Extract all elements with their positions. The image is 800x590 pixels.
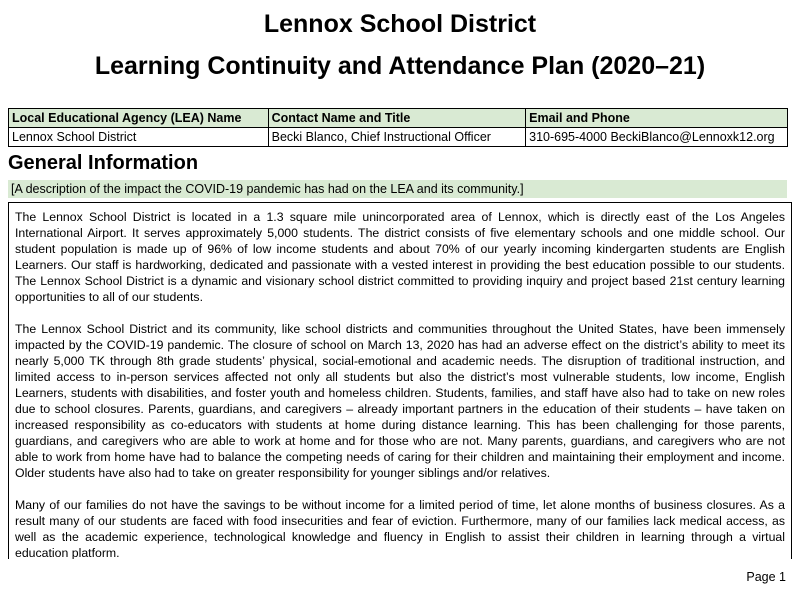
paragraph-2: The Lennox School District and its community, like school districts and communities throughout the United States, have been immensely impacted by the COVID-19 pandemic. The closure of school on March 13, 2020 has had an adverse effect on the district’s ability to meet its nearly 5,000 TK through 8th grade students’ physical, social-emotional and academic needs. The disruption of traditional instruction, and limited access to in-person services affected not only all students but also the district’s most vulnerable students, low income, English Learners, students with disabilities, and foster youth and homeless children. Students, families, and staff have also had to take on new roles due to school closures. Parents, guardians, and caregivers – already important partners in the education of their students – have taken on increased responsibility as co-educators with students at home during distance learning. This has been challenging for those parents, guardians, and caregivers who are able to work at home and for those who are not. Many parents, guardians, and caregivers who are not able to work from home have had to balance the competing needs of caring for their children and maintaining their employment and income. Older students have also had to take on greater responsibility for younger siblings and/or relatives. (15, 322, 785, 480)
document-subtitle: Learning Continuity and Attendance Plan (2020–21) (94, 52, 706, 80)
paragraph-3: Many of our families do not have the savings to be without income for a limited period of time, let alone months of business closures. As a result many of our students are faced with food insecurities and fear of eviction. Furthermore, many of our families lack medical access, as well as the academic experience, technological knowledge and fluency in English to assist their children in learning through a virtual education platform. (15, 498, 785, 559)
header-email-phone: Email and Phone (526, 109, 788, 128)
document-title: Lennox School District (263, 10, 537, 38)
page-number: Page 1 (746, 570, 786, 584)
paragraph-1: The Lennox School District is located in a 1.3 square mile unincorporated area of Lennox, which is directly east of the Los Angeles International Airport. It serves approximately 5,000 students. The district consists of five elementary schools and one middle school. Our student population is made up of 96% of low income students and about 70% of our yearly incoming kindergarten students are English Learners. Our staff is hardworking, dedicated and passionate with a vested interest in providing the best education possible to our students. The Lennox School District is a dynamic and visionary school district committed to providing inquiry and project based 21st century learning opportunities to all of our students. (15, 210, 785, 304)
cell-contact: Becki Blanco, Chief Instructional Officer (268, 128, 526, 147)
header-lea-name: Local Educational Agency (LEA) Name (9, 109, 269, 128)
table-header-row (9, 109, 788, 128)
lea-info-table (8, 108, 788, 147)
section-heading: General Information (8, 152, 199, 174)
header-contact: Contact Name and Title (268, 109, 526, 128)
response-box (8, 202, 792, 559)
cell-lea-name: Lennox School District (9, 128, 269, 147)
table-row (9, 128, 788, 147)
cell-email-phone: 310-695-4000 BeckiBlanco@Lennoxk12.org (526, 128, 788, 147)
section-prompt: [A description of the impact the COVID-19 pandemic has had on the LEA and its community.] (8, 180, 787, 198)
